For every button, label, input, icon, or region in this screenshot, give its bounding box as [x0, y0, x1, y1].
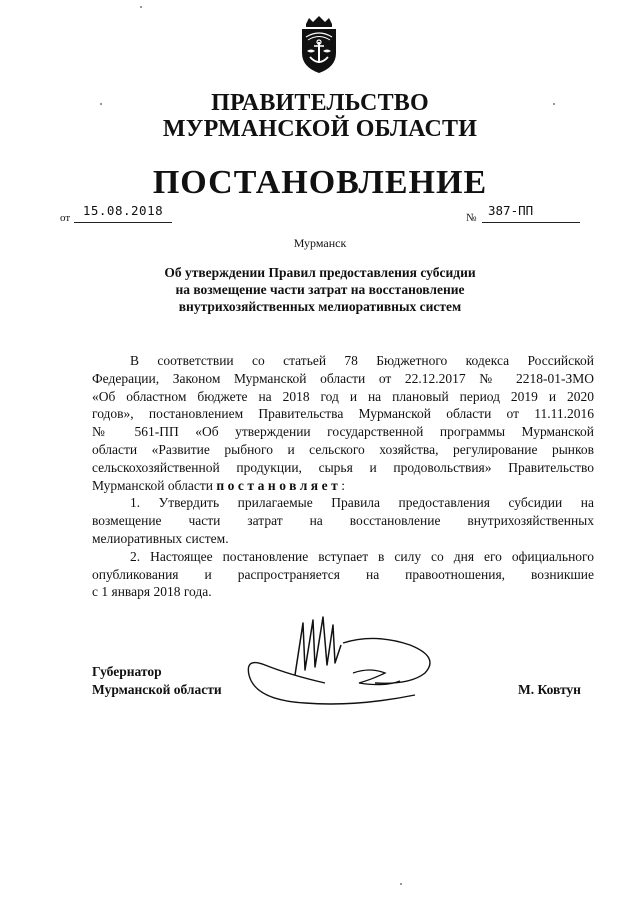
paragraph-line: опубликования и распространяется на правоотношения, возникшие	[92, 566, 594, 582]
subject-line: на возмещение части затрат на восстановление	[175, 282, 465, 297]
document-body	[92, 352, 594, 601]
paragraph-line: возмещение части затрат на восстановление внутрихозяйственных	[92, 513, 594, 529]
paragraph-preamble	[92, 352, 594, 494]
signatory-position	[92, 663, 222, 699]
paragraph-line: Федерации, Законом Мурманской области от 22.12.2017 № 2218-01-ЗМО	[92, 370, 594, 386]
document-number: 387-ПП	[482, 200, 580, 223]
coat-of-arms-icon	[294, 15, 344, 75]
handwritten-signature	[235, 615, 460, 715]
subject-line: внутрихозяйственных мелиоративных систем	[178, 299, 462, 314]
preamble-end-text: Мурманской области	[92, 477, 217, 493]
paragraph-line: В соответствии со статьей 78 Бюджетного кодекса Российской	[130, 353, 594, 368]
paragraph-line: № 561-ПП «Об утверждении государственной программы Мурманской	[92, 424, 594, 440]
paragraph-item-1	[92, 494, 594, 547]
preamble-colon: :	[341, 477, 345, 493]
paragraph-line: области «Развитие рыбного и сельского хозяйства, регулирование рынков	[92, 441, 594, 457]
paragraph-line: «Об областном бюджете на 2018 год и на плановый период 2019 и 2020	[92, 388, 594, 404]
document-date: 15.08.2018	[74, 200, 172, 223]
paragraph-line: сельскохозяйственной продукции, сырья и продовольствия» Правительство	[92, 459, 594, 475]
date-prefix: от	[60, 212, 71, 224]
paragraph-line: 1. Утвердить прилагаемые Правила предоставления субсидии на	[130, 495, 594, 511]
number-prefix: №	[466, 212, 477, 224]
resolves-word: постановляет	[216, 477, 342, 493]
position-line: Мурманской области	[92, 682, 222, 697]
city: Мурманск	[293, 236, 347, 250]
paragraph-line: с 1 января 2018 года.	[92, 584, 212, 600]
subject-line: Об утверждении Правил предоставления субсидии	[164, 265, 476, 280]
paragraph-line: 2. Настоящее постановление вступает в силу со дня его официального	[130, 548, 594, 564]
signatory-name: М. Ковтун	[518, 682, 581, 697]
government-title-line1: ПРАВИТЕЛЬСТВО	[211, 90, 429, 116]
paragraph-line: годов», постановлением Правительства Мурманской области от 11.11.2016	[92, 406, 594, 422]
paragraph-line: мелиоративных систем.	[92, 530, 229, 546]
document-type: ПОСТАНОВЛЕНИЕ	[152, 164, 488, 201]
government-title-line2: МУРМАНСКОЙ ОБЛАСТИ	[162, 116, 478, 142]
position-line: Губернатор	[92, 664, 162, 679]
document-subject	[150, 264, 490, 315]
paragraph-line	[92, 477, 594, 495]
paragraph-item-2	[92, 548, 594, 601]
